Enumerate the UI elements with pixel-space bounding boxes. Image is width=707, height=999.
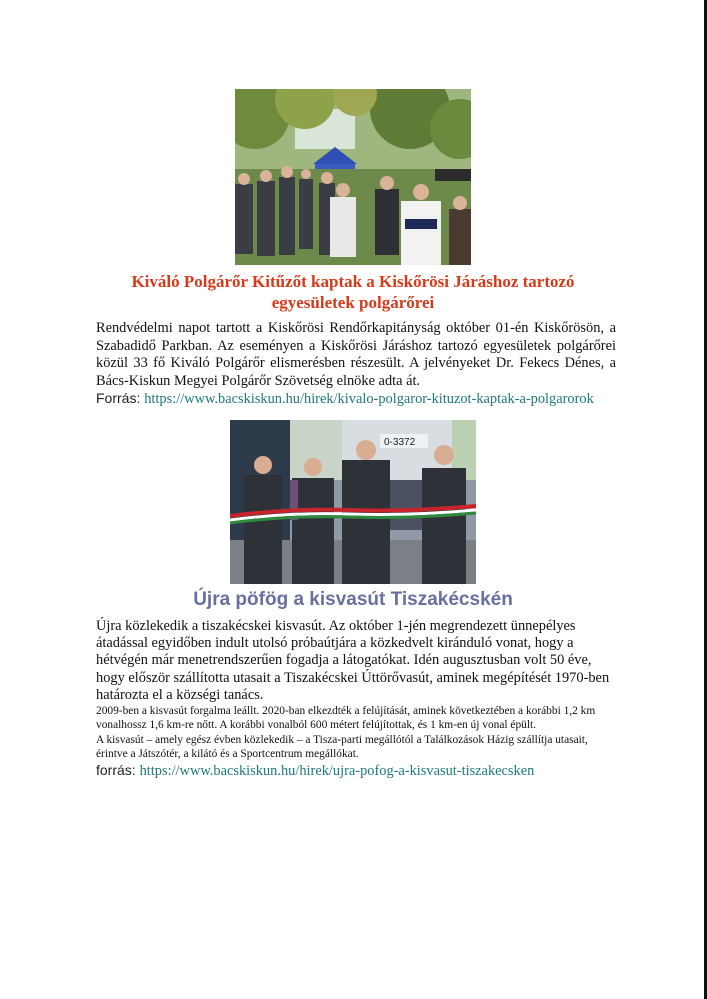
article2-small-paragraph-2: A kisvasút – amely egész évben közlekedik – a Tisza-parti megállótól a Találkozások Házig szállítja utasait, érintve a Játszótér, a kilátó és a Sportcentrum megállókat. bbox=[96, 733, 588, 761]
article1-body: Rendvédelmi napot tartott a Kiskőrösi Rendőrkapitányság október 01-én Kiskőrösön, a Szabadidő Parkban. Az eseményen a Kiskőrösi Járáshoz tartozó egyesületek polgárőrei közül 33 fő Kiváló Polgárőr elismerésben részesült. A jelvényeket Dr. Fekecs Dénes, a Bács-Kiskun Megyei Polgárőr Szövetség elnöke adta át. bbox=[96, 320, 616, 389]
kisvasut-ribbon-cutting-photo bbox=[230, 420, 476, 584]
train-number-text: 0-3372 bbox=[384, 437, 416, 448]
polgarorok-ceremony-photo bbox=[235, 89, 471, 265]
article1-source-link[interactable]: https://www.bacskiskun.hu/hirek/kivalo-polgaror-kituzot-kaptak-a-polgarorok bbox=[144, 391, 594, 407]
article1-title: Kiváló Polgárőr Kitűzőt kaptak a Kiskőrösi Járáshoz tartozó egyesületek polgárőrei bbox=[131, 272, 575, 312]
article2-body: Újra közlekedik a tiszakécskei kisvasút. Az október 1-jén megrendezett ünnepélyes átadással egyidőben indult utolsó próbaútjára a közkedvelt kiránduló vonat, hogy a hétvégén már menetrendszerűen fogadja a látogatókat. Idén augusztusban volt 50 éve, hogy először szállította utasait a Tiszakécskei Úttörővasút, aminek megépítését 1970-ben határozta el a községi tanács. bbox=[96, 618, 610, 703]
article2-title: Újra pöfög a kisvasút Tiszakécskén bbox=[193, 589, 513, 610]
article2-source-label: forrás: bbox=[96, 761, 140, 778]
article1-source-label: Forrás: bbox=[96, 390, 145, 406]
article2-source-link[interactable]: https://www.bacskiskun.hu/hirek/ujra-pofog-a-kisvasut-tiszakecsken bbox=[139, 762, 535, 779]
article2-small-paragraph-1: 2009-ben a kisvasút forgalma leállt. 2020-ban elkezdték a felújítását, aminek következtében a korábbi 1,2 km vonalhossz 1,6 km-re nőtt. A korábbi vonalból 600 métert felújítottak, és 1 km-en új vonal épült. bbox=[96, 705, 596, 732]
